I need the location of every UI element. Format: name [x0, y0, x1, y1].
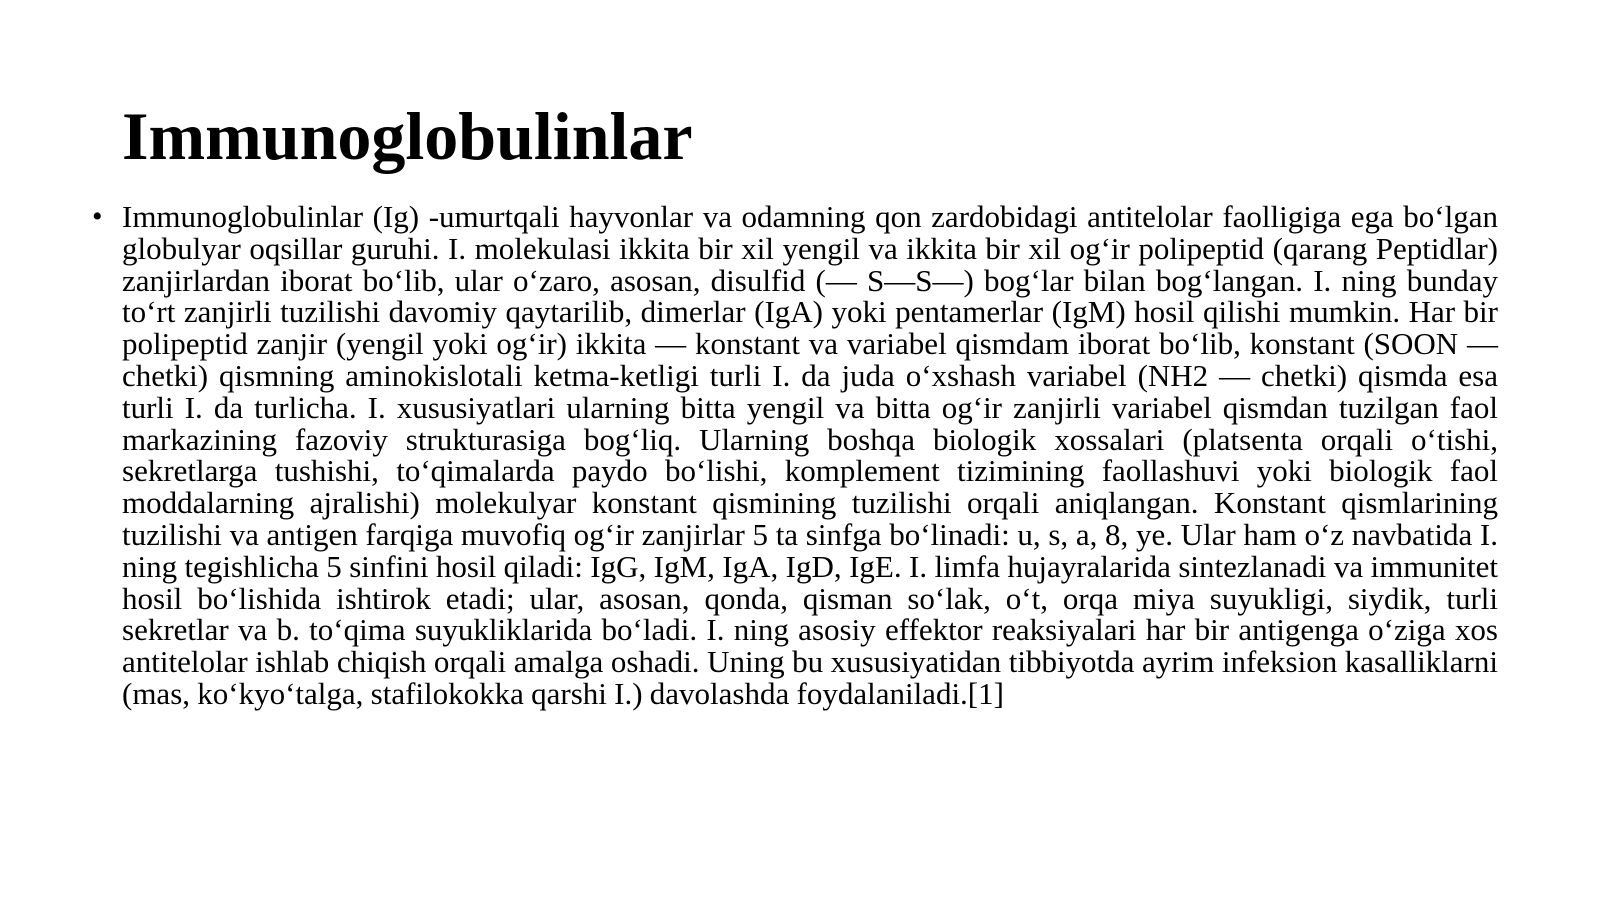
bullet-text: Immunoglobulinlar (Ig) -umurtqali hayvonlar va odamning qon zardobidagi antitelolar faolligiga ega boʻlgan globulyar oqsillar guruhi. I. molekulasi ikkita bir xil yengil va ikkita bir xil ogʻir polipeptid (qarang Peptidlar) zanjirlardan iborat boʻlib, ular oʻzaro, asosan, disulfid (— S—S—) bogʻlar bilan bogʻlangan. I. ning bunday toʻrt zanjirli tuzilishi davomiy qaytarilib, dimerlar (IgA) yoki pentamerlar (IgM) hosil qilishi mumkin. Har bir polipeptid zanjir (yengil yoki ogʻir) ikkita — konstant va variabel qismdam iborat boʻlib, konstant (SOON — chetki) qismning aminokislotali ketma-ketligi turli I. da juda oʻxshash variabel (NH2 — chetki) qismda esa turli I. da turlicha. I. xususiyatlari ularning bitta yengil va bitta ogʻir zanjirli variabel qismdan tuzilgan faol markazining fazoviy strukturasiga bogʻliq. Ularning boshqa biologik xossalari (platsenta orqali oʻtishi, sekretlarga tushishi, toʻqimalarda paydo boʻlishi, komplement tizimining faollashuvi yoki biologik faol moddalarning ajralishi) molekulyar konstant qismining tuzilishi orqali aniqlangan. Konstant qismlarining tuzilishi va antigen farqiga muvofiq ogʻir zanjirlar 5 ta sinfga boʻlinadi: u, s, a, 8, ye. Ular ham oʻz navbatida I. ning tegishlicha 5 sinfini hosil qiladi: IgG, IgM, IgA, IgD, IgE. I. limfa hujayralarida sintezlanadi va immunitet hosil boʻlishida ishtirok etadi; ular, asosan, qonda, qisman soʻlak, oʻt, orqa miya suyukligi, siydik, turli sekretlar va b. toʻqima suyukliklarida boʻladi. I. ning asosiy effektor reaksiyalari har bir antigenga oʻziga xos antitelolar ishlab chiqish orqali amalga oshadi. Uning bu xususiyatidan tibbiyotda ayrim infeksion kasalliklarni (mas, koʻkyoʻtalga, stafilokokka qarshi I.) davolashda foydalaniladi.[1]: [122, 199, 1498, 711]
slide-title: Immunoglobulinlar: [122, 98, 693, 174]
bullet-item: [92, 199, 1498, 711]
bullet-dot-icon: •: [92, 200, 103, 233]
bullet-list: [92, 199, 1498, 711]
